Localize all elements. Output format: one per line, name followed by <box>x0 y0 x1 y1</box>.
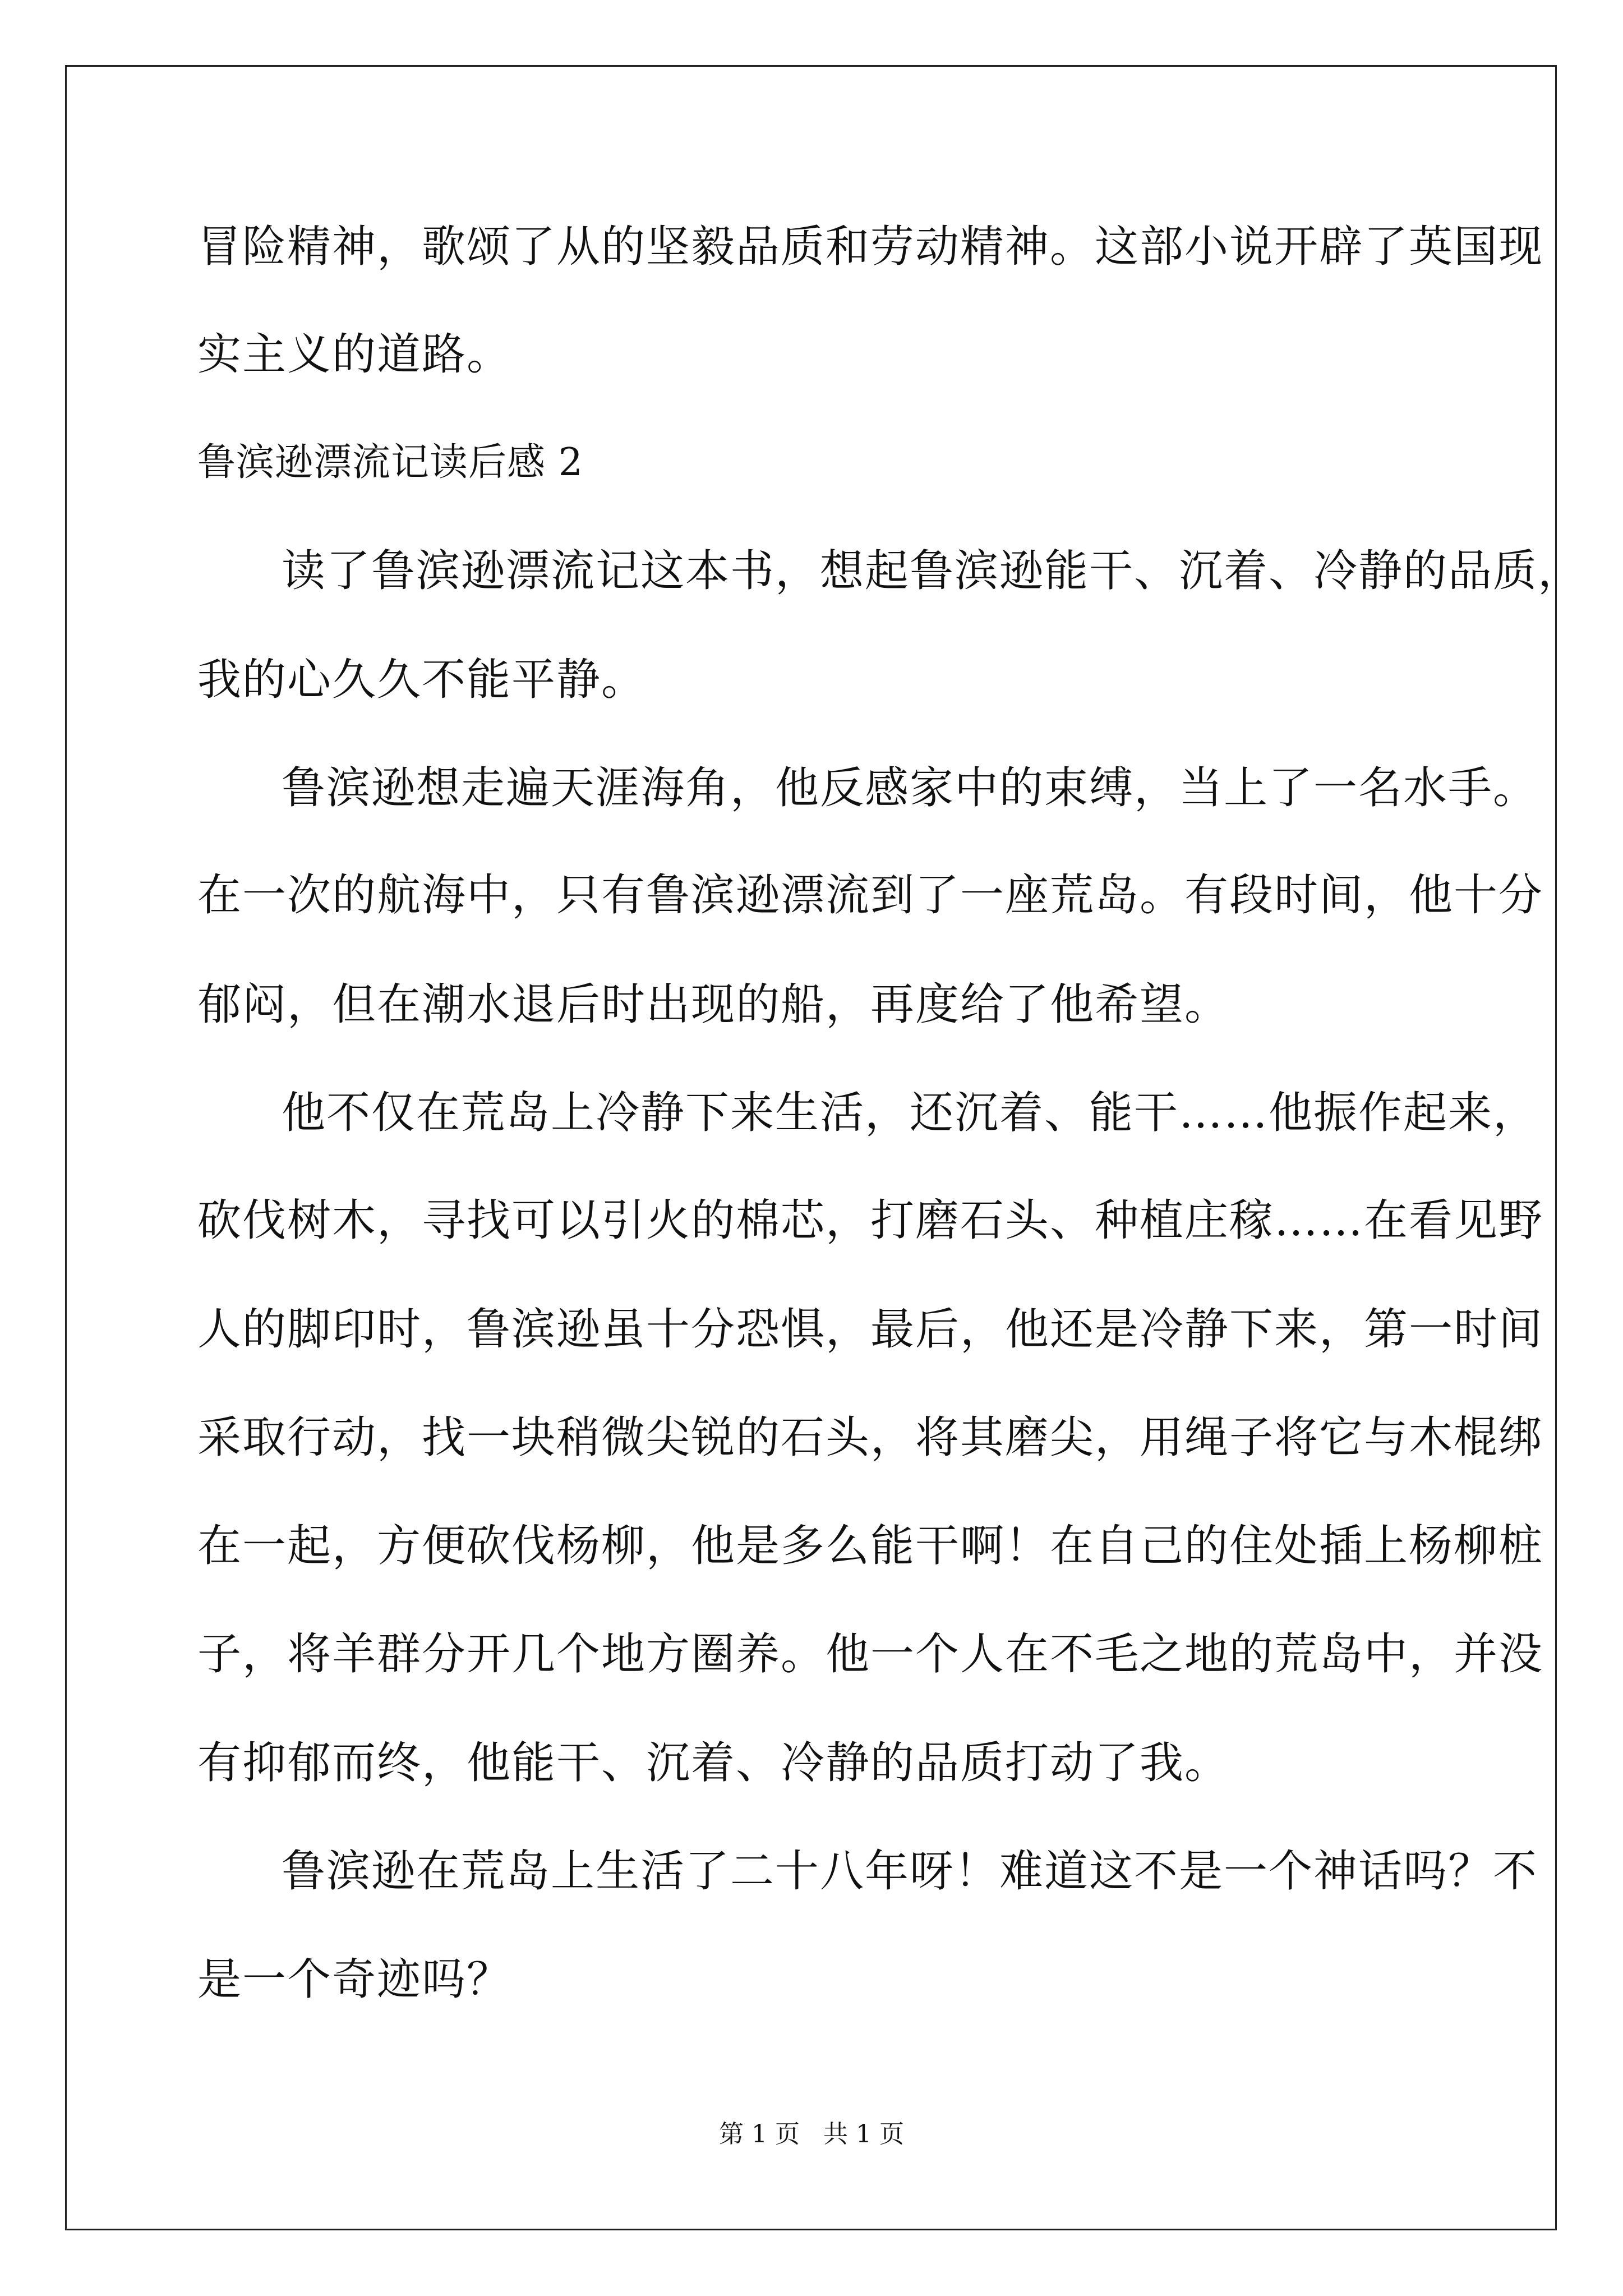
text-line: 采取行动，找一块稍微尖锐的石头，将其磨尖，用绳子将它与木棍绑 <box>197 1412 1544 1463</box>
text-line: 子，将羊群分开几个地方圈养。他一个人在不毛之地的荒岛中，并没 <box>197 1629 1544 1680</box>
page-number-footer: 第 1 页 共 1 页 <box>719 2120 904 2148</box>
text-line: 鲁滨逊在荒岛上生活了二十八年呀！难道这不是一个神话吗？不 <box>282 1846 1538 1897</box>
text-line: 是一个奇迹吗？ <box>197 1954 512 2005</box>
text-line: 在一起，方便砍伐杨柳，他是多么能干啊！在自己的住处插上杨柳桩 <box>197 1521 1544 1571</box>
text-line: 有抑郁而终，他能干、沉着、冷静的品质打动了我。 <box>197 1738 1230 1788</box>
text-line: 实主义的道路。 <box>197 329 512 380</box>
text-line: 砍伐树木，寻找可以引火的棉芯，打磨石头、种植庄稼……在看见野 <box>197 1195 1544 1246</box>
page-border <box>65 65 1557 2230</box>
text-line: 读了鲁滨逊漂流记这本书，想起鲁滨逊能干、沉着、冷静的品质， <box>282 546 1583 596</box>
text-line: 冒险精神，歌颂了从的坚毅品质和劳动精神。这部小说开辟了英国现 <box>197 222 1544 272</box>
text-line: 人的脚印时，鲁滨逊虽十分恐惧，最后，他还是冷静下来，第一时间 <box>197 1304 1544 1355</box>
text-line: 我的心久久不能平静。 <box>197 655 647 705</box>
text-line: 郁闷，但在潮水退后时出现的船，再度给了他希望。 <box>197 979 1230 1030</box>
text-line: 他不仅在荒岛上冷静下来生活，还沉着、能干……他振作起来， <box>282 1088 1538 1138</box>
text-line: 鲁滨逊想走遍天涯海角，他反感家中的束缚，当上了一名水手。 <box>282 763 1538 813</box>
text-line: 在一次的航海中，只有鲁滨逊漂流到了一座荒岛。有段时间，他十分 <box>197 870 1544 921</box>
section-heading: 鲁滨逊漂流记读后感 2 <box>197 440 583 485</box>
